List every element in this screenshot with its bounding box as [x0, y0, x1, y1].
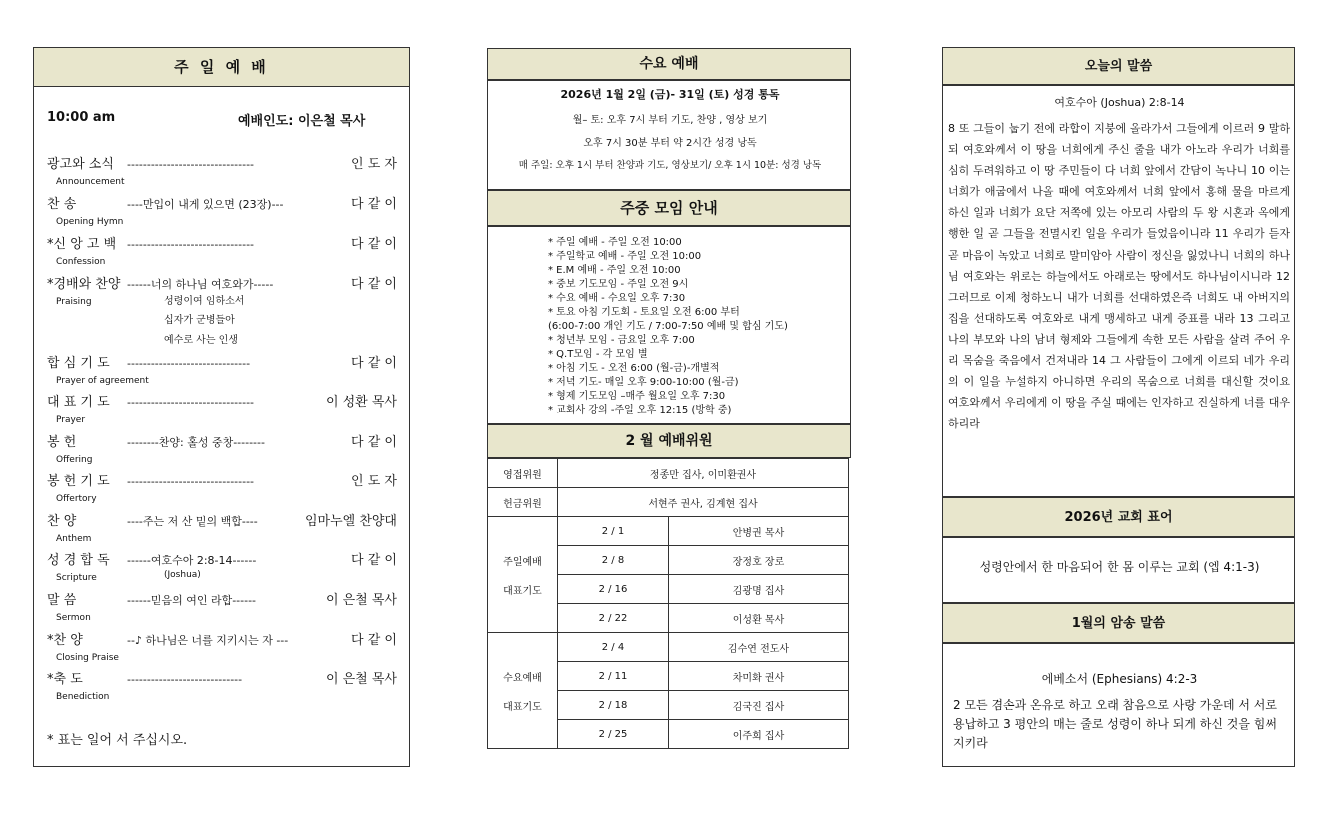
worship-order-item	[47, 352, 397, 371]
order-item-detail: --♪ 하나님은 너를 지키시는 자 ---	[127, 634, 289, 647]
meeting-item: * 주일학교 예배 - 주일 오전 10:00	[548, 251, 702, 262]
scripture-english: (Joshua)	[164, 570, 201, 580]
order-item-name: 광고와 소식	[47, 157, 114, 172]
meeting-item: * 교회사 강의 -주일 오후 12:15 (방학 중)	[548, 405, 732, 416]
memory-verse-text: 2 모든 겸손과 온유로 하고 오래 참음으로 사랑 가운데 서 서로 용납하고 3 평안의 매는 줄로 성령이 하나 되게 하신 것을 힘써 지키라	[953, 698, 1277, 750]
praise-song: 십자가 군병들아	[164, 315, 235, 326]
offering-names: 서현주 권사, 김계현 집사	[558, 488, 849, 517]
worship-order-item	[47, 668, 397, 687]
offering-label: 헌금위원	[488, 488, 558, 517]
order-item-detail: --------------------------------	[127, 475, 255, 488]
todays-word-box	[942, 85, 1295, 497]
wednesday-worship-title: 수요 예배	[487, 48, 851, 80]
church-motto: 성령안에서 한 마음되어 한 몸 이루는 교회 (엡 4:1-3)	[979, 560, 1260, 574]
order-item-name: 말 씀	[47, 593, 77, 608]
order-item-english: Offertory	[56, 494, 97, 504]
order-item-person: 인 도 자	[351, 157, 397, 172]
meeting-item: * 저녁 기도- 매일 오후 9:00-10:00 (월-금)	[548, 377, 739, 388]
february-duty-title: 2 월 예배위원	[487, 424, 851, 458]
order-item-name: 봉 헌 기 도	[47, 474, 110, 489]
meeting-item: * 청년부 모임 - 금요일 오후 7:00	[548, 335, 695, 346]
worship-order-item	[47, 391, 397, 410]
order-item-english: Opening Hymn	[56, 217, 124, 227]
praise-song: 성령이여 임하소서	[164, 296, 245, 307]
order-item-english: Prayer of agreement	[56, 376, 149, 386]
duty-name: 이주희 집사	[669, 720, 849, 749]
worship-order-item	[47, 233, 397, 252]
order-item-detail: --------------------------------	[127, 158, 255, 171]
order-item-detail: -----------------------------	[127, 673, 243, 686]
order-item-detail: -------------------------------	[127, 357, 251, 370]
wednesday-label-line2: 대표기도	[503, 701, 542, 713]
order-item-person: 다 같 이	[351, 237, 397, 252]
sunday-worship-title: 주 일 예 배	[34, 48, 409, 87]
order-item-name: 성 경 합 독	[47, 553, 110, 568]
worship-order-item	[47, 470, 397, 489]
order-item-name: 찬 송	[47, 197, 77, 212]
sunday-worship-panel	[33, 47, 410, 767]
order-item-english: Scripture	[56, 573, 97, 583]
meeting-item: * E.M 예배 - 주일 오전 10:00	[548, 265, 681, 276]
duty-table	[487, 458, 849, 749]
todays-word-reference: 여호수아 (Joshua) 2:8-14	[1054, 96, 1185, 109]
order-item-name: *찬 양	[47, 633, 83, 648]
order-item-english: Benediction	[56, 692, 110, 702]
table-row	[488, 488, 849, 517]
church-motto-title: 2026년 교회 표어	[942, 497, 1295, 537]
order-item-detail: --------------------------------	[127, 238, 255, 251]
memory-verse-box	[942, 643, 1295, 767]
wednesday-label-line1: 수요예배	[503, 672, 542, 684]
usher-label: 영접위원	[488, 459, 558, 488]
duty-name: 장정호 장로	[669, 546, 849, 575]
sunday-label-line2: 대표기도	[503, 585, 542, 597]
wednesday-prayer-label	[488, 633, 558, 749]
meeting-item: * 주일 예배 - 주일 오전 10:00	[548, 237, 682, 248]
order-item-detail: ------너의 하나님 여호와가-----	[127, 278, 274, 291]
church-motto-box	[942, 537, 1295, 603]
order-item-detail: ------여호수아 2:8-14------	[127, 554, 257, 567]
duty-name: 이성환 목사	[669, 604, 849, 633]
worship-order-item	[47, 589, 397, 608]
worship-order-item	[47, 549, 397, 568]
right-panel	[942, 47, 1295, 767]
worship-order-item	[47, 510, 397, 529]
worship-order-item	[47, 153, 397, 172]
order-item-english: Closing Praise	[56, 653, 119, 663]
todays-word-text: 8 또 그들이 눕기 전에 라합이 지붕에 올라가서 그들에게 이르러 9 말하되 여호와께서 이 땅을 너희에게 주신 줄을 내가 아노라 우리가 너희를 심히 두려워하고 이 땅 주민들이 다 너희 앞에서 간담이 녹나니 10 이는 너희가 애굽에서 나올 때에 여호와께서 너희 앞에서 홍해 물을 마르게 하신 일과 너희가 요단 저쪽에 있는 아모리 사람의 두 왕 시혼과 옥에게 행한 일 곧 그들을 전멸시킨 일을 우리가 들었음이니라 11 우리가 듣자 곧 마음이 녹았고 너희로 말미암아 사람이 정신을 잃었나니 너희의 하나님 여호와는 위로는 하늘에서도 아래로는 땅에서도 하나님이시니라 12 그러므로 이제 청하노니 내가 너희를 선대하였은즉 너희도 내 아버지의 집을 선대하도록 여호와로 내게 맹세하고 내게 증표를 내라 13 그리고 나의 부모와 나의 남녀 형제와 그들에게 속한 모든 사람을 살려 주어 우리 목숨을 죽음에서 건져내라 14 그 사람들이 그에게 이르되 네가 우리의 이 일을 누설하지 아니하면 우리의 목숨으로 너희를 대신할 것이요 여호와께서 우리에게 이 땅을 주실 때에는 인자하고 진실하게 너를 대우하리라	[948, 122, 1290, 431]
order-item-person: 임마누엘 찬양대	[304, 514, 397, 529]
duty-date: 2 / 8	[558, 546, 669, 575]
worship-order-item	[47, 431, 397, 450]
order-item-detail: ----주는 저 산 밑의 백합----	[127, 515, 258, 528]
duty-name: 김수연 전도사	[669, 633, 849, 662]
order-item-person: 다 같 이	[351, 633, 397, 648]
duty-name: 차미화 권사	[669, 662, 849, 691]
memory-verse-reference: 에베소서 (Ephesians) 4:2-3	[1041, 672, 1198, 686]
worship-order-item	[47, 273, 397, 292]
order-item-person: 이 성환 목사	[325, 395, 397, 410]
order-item-person: 다 같 이	[351, 197, 397, 212]
order-item-name: 찬 양	[47, 514, 77, 529]
duty-name: 김광명 집사	[669, 575, 849, 604]
order-item-english: Offering	[56, 455, 93, 465]
order-item-detail: ------믿음의 여인 라합------	[127, 594, 257, 607]
meeting-item: (6:00-7:00 개인 기도 / 7:00-7:50 예배 및 합심 기도)	[548, 321, 788, 332]
order-item-english: Prayer	[56, 415, 86, 425]
wednesday-line: 매 주일: 오후 1시 부터 찬양과 기도, 영상보기/ 오후 1시 10분: 성경 낭독	[518, 160, 822, 171]
service-time: 10:00 am	[47, 110, 116, 125]
wednesday-line: 오후 7시 30분 부터 약 2시간 성경 낭독	[583, 138, 757, 149]
order-item-person: 다 같 이	[351, 553, 397, 568]
duty-name: 김국진 집사	[669, 691, 849, 720]
meeting-item: * 중보 기도모임 - 주일 오전 9시	[548, 279, 689, 290]
duty-date: 2 / 4	[558, 633, 669, 662]
duty-date: 2 / 22	[558, 604, 669, 633]
order-item-detail: ----만입이 내게 있으면 (23장)---	[127, 198, 284, 211]
order-item-detail: --------------------------------	[127, 396, 255, 409]
order-item-name: *축 도	[47, 672, 83, 687]
order-item-name: 대 표 기 도	[47, 395, 110, 410]
order-item-person: 다 같 이	[351, 277, 397, 292]
order-item-english: Confession	[56, 257, 106, 267]
order-item-english: Sermon	[56, 613, 91, 623]
table-row	[488, 517, 849, 546]
meeting-item: * 형제 기도모임 –매주 월요일 오후 7:30	[548, 391, 726, 402]
duty-date: 2 / 16	[558, 575, 669, 604]
duty-date: 2 / 18	[558, 691, 669, 720]
weekly-meeting-title: 주중 모임 안내	[487, 190, 851, 226]
duty-name: 안병권 목사	[669, 517, 849, 546]
duty-date: 2 / 1	[558, 517, 669, 546]
order-item-name: 합 심 기 도	[47, 356, 110, 371]
order-item-person: 인 도 자	[351, 474, 397, 489]
worship-order-item	[47, 629, 397, 648]
meeting-item: * Q.T모임 - 각 모임 별	[548, 349, 648, 360]
sunday-prayer-label	[488, 517, 558, 633]
order-item-name: 봉 헌	[47, 435, 77, 450]
order-item-detail: --------찬양: 홀성 중창--------	[127, 436, 265, 449]
table-row	[488, 633, 849, 662]
usher-names: 정종만 집사, 이미환권사	[558, 459, 849, 488]
order-item-english: Announcement	[56, 177, 125, 187]
order-item-name: *신 앙 고 백	[47, 237, 117, 252]
weekly-meeting-box	[487, 226, 851, 424]
table-row	[488, 459, 849, 488]
duty-date: 2 / 11	[558, 662, 669, 691]
wednesday-line: 2026년 1월 2일 (금)- 31일 (토) 성경 통독	[560, 88, 780, 101]
todays-word-title: 오늘의 말씀	[942, 47, 1295, 85]
order-item-person: 이 은철 목사	[325, 593, 397, 608]
memory-verse-title: 1월의 암송 말씀	[942, 603, 1295, 643]
worship-order-item	[47, 193, 397, 212]
wednesday-line: 월– 토: 오후 7시 부터 기도, 찬양 , 영상 보기	[572, 115, 768, 126]
order-item-person: 이 은철 목사	[325, 672, 397, 687]
order-item-person: 다 같 이	[351, 356, 397, 371]
wednesday-worship-box	[487, 80, 851, 190]
praise-song: 예수로 사는 인생	[164, 335, 238, 346]
order-item-person: 다 같 이	[351, 435, 397, 450]
meeting-item: * 토요 아침 기도회 - 토요일 오전 6:00 부터	[548, 307, 740, 318]
order-item-english: Praising	[56, 297, 92, 307]
order-item-english: Anthem	[56, 534, 92, 544]
order-item-name: *경배와 찬양	[47, 277, 121, 292]
sunday-label-line1: 주일예배	[503, 556, 542, 568]
service-leader: 예배인도: 이은철 목사	[238, 114, 366, 129]
middle-panel	[487, 48, 851, 747]
duty-date: 2 / 25	[558, 720, 669, 749]
meeting-item: * 아침 기도 - 오전 6:00 (월-금)-개별적	[548, 363, 720, 374]
meeting-item: * 수요 예배 - 수요일 오후 7:30	[548, 293, 686, 304]
stand-note: * 표는 일어 서 주십시오.	[47, 733, 188, 748]
